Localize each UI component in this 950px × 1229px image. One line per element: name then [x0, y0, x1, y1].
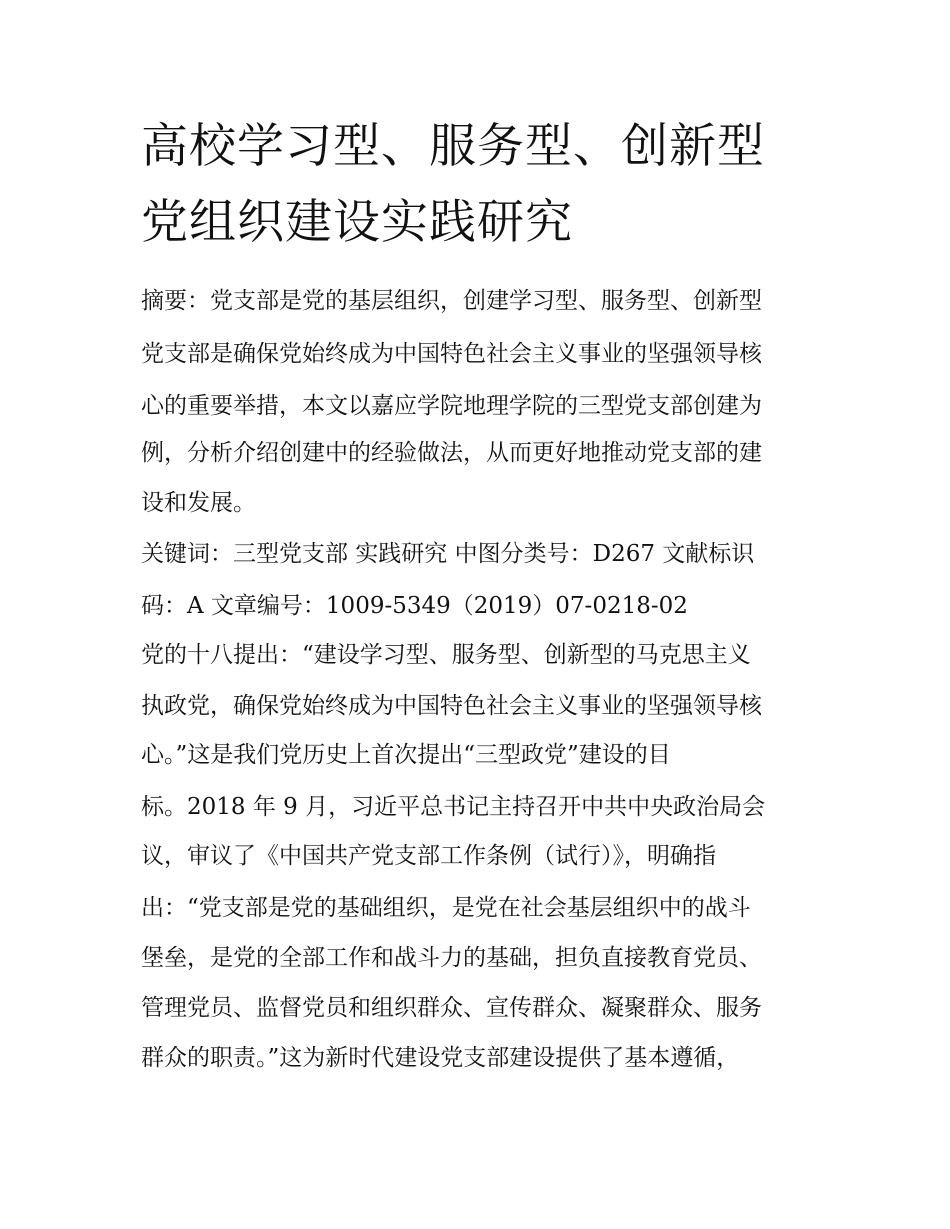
body-line-7: 堡垒，是党的全部工作和战斗力的基础，担负直接教育党员、 — [141, 945, 762, 971]
body-line-9: 群众的职责。”这为新时代建设党支部建设提供了基本遵循， — [141, 1045, 740, 1071]
title-line-1: 高校学习型、服务型、创新型 — [141, 119, 765, 174]
body-line-3: 心。”这是我们党历史上首次提出“三型政党”建设的目 — [141, 742, 671, 768]
abstract-line-5: 设和发展。 — [141, 490, 256, 516]
body-line-6: 出：“党支部是党的基础组织，是党在社会基层组织中的战斗 — [141, 895, 751, 921]
keywords-line-1: 关键词：三型党支部 实践研究 中图分类号：D267 文献标识 — [141, 541, 755, 567]
abstract-line-4: 例，分析介绍创建中的经验做法，从而更好地推动党支部的建 — [141, 440, 762, 466]
body-line-1: 党的十八提出：“建设学习型、服务型、创新型的马克思主义 — [141, 642, 751, 668]
body-line-5: 议，审议了《中国共产党支部工作条例（试行）》，明确指 — [141, 843, 716, 869]
keywords-line-2: 码：A 文章编号：1009-5349（2019）07-0218-02 — [141, 593, 688, 619]
title-line-2: 党组织建设实践研究 — [141, 195, 573, 250]
body-line-4: 标。2018 年 9 月，习近平总书记主持召开中共中央政治局会 — [141, 794, 766, 820]
body-line-8: 管理党员、监督党员和组织群众、宣传群众、凝聚群众、服务 — [141, 995, 762, 1021]
abstract-line-2: 党支部是确保党始终成为中国特色社会主义事业的坚强领导核 — [141, 341, 762, 367]
abstract-line-1: 摘要：党支部是党的基层组织，创建学习型、服务型、创新型 — [141, 288, 762, 314]
abstract-line-3: 心的重要举措，本文以嘉应学院地理学院的三型党支部创建为 — [141, 393, 762, 419]
body-line-2: 执政党，确保党始终成为中国特色社会主义事业的坚强领导核 — [141, 693, 762, 719]
